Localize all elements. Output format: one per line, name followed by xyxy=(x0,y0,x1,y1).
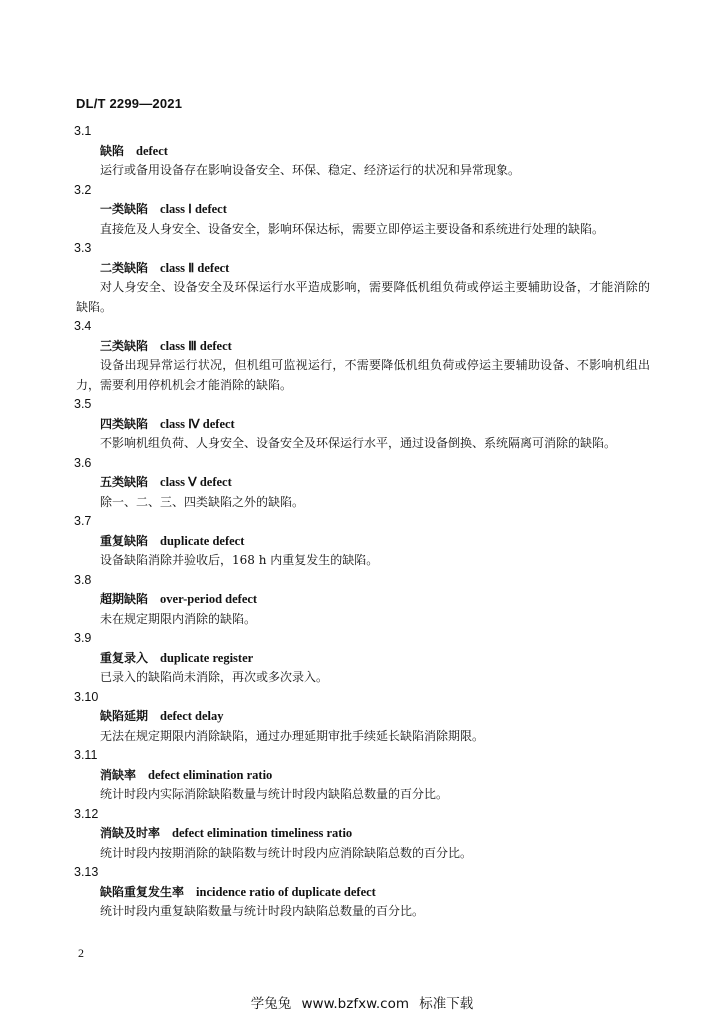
term-cn: 消缺及时率 xyxy=(100,826,161,840)
term-title xyxy=(76,824,650,844)
term-cn: 缺陷延期 xyxy=(100,709,149,723)
term-en: class Ⅳ defect xyxy=(160,416,235,431)
term-entry xyxy=(76,395,650,454)
clause-number: 3.10 xyxy=(74,689,99,704)
term-entry xyxy=(76,863,650,922)
term-definition: 无法在规定期限内消除缺陷，通过办理延期审批手续延长缺陷消除期限。 xyxy=(100,728,485,743)
term-title xyxy=(76,707,650,727)
term-en: duplicate defect xyxy=(160,533,245,548)
term-entry xyxy=(76,571,650,630)
term-en: defect delay xyxy=(160,709,224,723)
footer-url[interactable]: www.bzfxw.com xyxy=(301,996,409,1012)
term-entry xyxy=(76,181,650,240)
clause-number: 3.8 xyxy=(74,572,92,587)
term-definition: 未在规定期限内消除的缺陷。 xyxy=(100,611,257,626)
clause-number: 3.9 xyxy=(74,631,92,645)
term-cn: 重复录入 xyxy=(100,650,149,665)
clause-number: 3.1 xyxy=(74,124,92,138)
term-definition: 设备缺陷消除并验收后，168 h 内重复发生的缺陷。 xyxy=(100,553,379,567)
download-footer xyxy=(0,992,724,1012)
term-title xyxy=(76,200,650,220)
term-en: class Ⅱ defect xyxy=(160,260,230,275)
term-definition: 运行或备用设备存在影响设备安全、环保、稳定、经济运行的状况和异常现象。 xyxy=(100,163,521,177)
term-cn: 二类缺陷 xyxy=(100,260,149,275)
page-number: 2 xyxy=(78,946,84,960)
term-en: duplicate register xyxy=(160,650,254,665)
clause-number: 3.12 xyxy=(74,806,99,821)
term-title xyxy=(76,259,650,279)
term-title xyxy=(76,883,650,903)
document-header: DL/T 2299—2021 xyxy=(76,96,183,111)
term-cn: 一类缺陷 xyxy=(100,202,149,216)
term-en: class Ⅴ defect xyxy=(160,475,232,489)
term-cn: 五类缺陷 xyxy=(100,475,149,489)
term-title xyxy=(76,766,650,786)
term-cn: 消缺率 xyxy=(100,767,137,782)
term-entry xyxy=(76,317,650,395)
term-definition: 直接危及人身安全、设备安全，影响环保达标，需要立即停运主要设备和系统进行处理的缺陷。 xyxy=(100,221,605,236)
term-definition: 统计时段内实际消除缺陷数量与统计时段内缺陷总数量的百分比。 xyxy=(100,787,449,801)
term-entry xyxy=(76,239,650,317)
term-entry xyxy=(76,512,650,571)
term-entry xyxy=(76,122,650,181)
clause-number: 3.3 xyxy=(74,241,92,255)
term-title xyxy=(76,473,650,493)
terms-list xyxy=(76,122,650,922)
clause-number: 3.7 xyxy=(74,514,92,528)
clause-number: 3.5 xyxy=(74,397,92,411)
term-en: defect elimination ratio xyxy=(148,767,273,782)
term-cn: 缺陷重复发生率 xyxy=(100,884,185,899)
term-definition: 统计时段内按期消除的缺陷数与统计时段内应消除缺陷总数的百分比。 xyxy=(100,845,473,860)
term-definition: 除一、二、三、四类缺陷之外的缺陷。 xyxy=(100,494,305,509)
term-cn: 四类缺陷 xyxy=(100,416,149,431)
term-definition: 对人身安全、设备安全及环保运行水平造成影响，需要降低机组负荷或停运主要辅助设备，才能消除的缺陷。 xyxy=(76,280,650,314)
term-entry xyxy=(76,688,650,747)
term-title xyxy=(76,337,650,357)
clause-number: 3.6 xyxy=(74,455,92,470)
term-definition: 设备出现异常运行状况，但机组可监视运行，不需要降低机组负荷或停运主要辅助设备、不影响机组出力，需要利用停机机会才能消除的缺陷。 xyxy=(76,358,650,392)
footer-site-name: 学兔兔 xyxy=(250,996,292,1012)
term-title xyxy=(76,142,650,162)
term-title xyxy=(76,590,650,610)
term-title xyxy=(76,649,650,669)
term-entry xyxy=(76,805,650,864)
clause-number: 3.2 xyxy=(74,182,92,197)
term-cn: 重复缺陷 xyxy=(100,533,149,548)
clause-number: 3.13 xyxy=(74,865,99,879)
term-definition: 统计时段内重复缺陷数量与统计时段内缺陷总数量的百分比。 xyxy=(100,904,425,918)
term-title xyxy=(76,415,650,435)
term-definition: 不影响机组负荷、人身安全、设备安全及环保运行水平，通过设备倒换、系统隔离可消除的缺陷。 xyxy=(100,436,617,450)
term-en: defect xyxy=(136,143,168,158)
term-en: defect elimination timeliness ratio xyxy=(172,826,353,840)
clause-number: 3.4 xyxy=(74,319,92,333)
term-en: over-period defect xyxy=(160,592,258,606)
clause-number: 3.11 xyxy=(74,748,98,762)
footer-tagline: 标准下载 xyxy=(419,996,474,1012)
term-cn: 超期缺陷 xyxy=(100,592,149,606)
term-entry xyxy=(76,746,650,805)
term-definition: 已录入的缺陷尚未消除，再次或多次录入。 xyxy=(100,670,329,684)
term-entry xyxy=(76,629,650,688)
term-cn: 三类缺陷 xyxy=(100,338,149,353)
term-en: incidence ratio of duplicate defect xyxy=(196,884,376,899)
term-title xyxy=(76,532,650,552)
term-en: class Ⅰ defect xyxy=(160,202,227,216)
term-en: class Ⅲ defect xyxy=(160,338,232,353)
term-entry xyxy=(76,454,650,513)
term-cn: 缺陷 xyxy=(100,143,125,158)
